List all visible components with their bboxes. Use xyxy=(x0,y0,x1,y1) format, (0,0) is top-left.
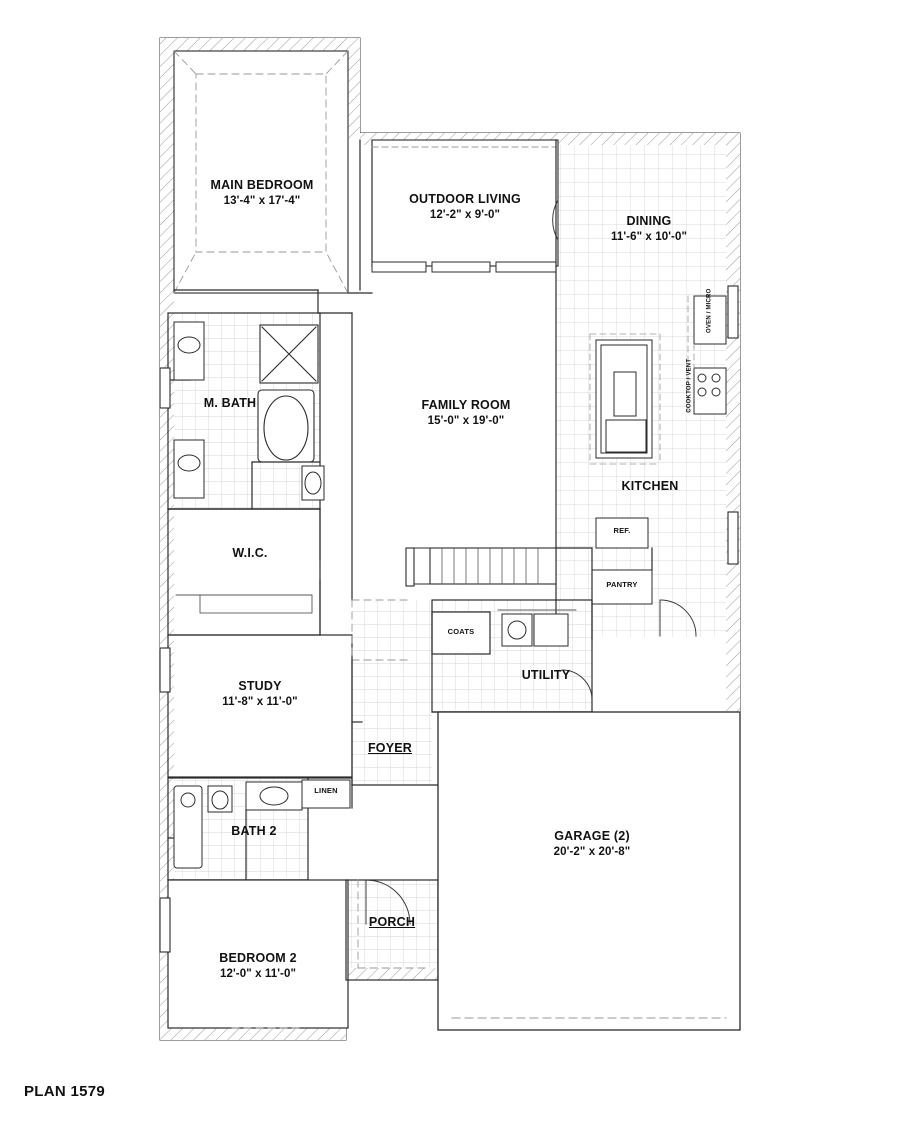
room-label-outdoor-living xyxy=(368,192,562,222)
fixture-name: OVEN / MICRO xyxy=(706,288,713,333)
room-name: OUTDOOR LIVING xyxy=(409,192,521,206)
fixture-name: PANTRY xyxy=(606,580,638,589)
fixture-name: COOKTOP / VENT xyxy=(686,358,693,413)
room-dims: 15'-0" x 19'-0" xyxy=(427,414,505,427)
room-name: M. BATH xyxy=(203,396,257,410)
room-dims: 12'-2" x 9'-0" xyxy=(429,208,501,221)
plan-title: PLAN 1579 xyxy=(24,1083,106,1100)
room-name: GARAGE (2) xyxy=(554,829,630,843)
fixture-name: COATS xyxy=(447,627,475,636)
room-name: PORCH xyxy=(368,915,416,929)
fixture-label-cooktop-vent xyxy=(686,344,694,428)
room-name: UTILITY xyxy=(521,668,571,682)
room-label-kitchen xyxy=(588,479,712,495)
room-label-porch xyxy=(344,915,440,931)
room-name: BEDROOM 2 xyxy=(219,951,297,965)
room-label-m-bath xyxy=(176,396,284,412)
room-dims: 13'-4" x 17'-4" xyxy=(223,194,301,207)
room-label-study xyxy=(168,679,352,709)
room-label-family-room xyxy=(378,398,554,428)
room-dims: 12'-0" x 11'-0" xyxy=(219,967,297,980)
room-name: KITCHEN xyxy=(621,479,679,493)
fixture-name: LINEN xyxy=(314,786,338,795)
room-name: MAIN BEDROOM xyxy=(210,178,314,192)
fixture-label-linen xyxy=(302,786,350,795)
room-label-main-bedroom xyxy=(162,178,362,208)
room-name: FOYER xyxy=(367,741,413,755)
room-name: STUDY xyxy=(238,679,282,693)
room-label-utility xyxy=(492,668,600,684)
room-dims: 11'-6" x 10'-0" xyxy=(610,230,688,243)
room-dims: 11'-8" x 11'-0" xyxy=(222,695,298,708)
room-label-dining xyxy=(564,214,734,244)
room-label-garage xyxy=(500,829,684,859)
fixture-label-refrigerator xyxy=(596,526,648,535)
room-name: FAMILY ROOM xyxy=(421,398,511,412)
room-label-bath-2 xyxy=(200,824,308,840)
fixture-label-coats xyxy=(432,627,490,636)
room-name: DINING xyxy=(626,214,672,228)
room-label-bedroom-2 xyxy=(166,951,350,981)
room-dims: 20'-2" x 20'-8" xyxy=(553,845,631,858)
fixture-label-oven-micro xyxy=(706,279,714,343)
room-label-foyer xyxy=(336,741,444,757)
room-name: W.I.C. xyxy=(232,546,268,560)
room-name: BATH 2 xyxy=(231,824,277,838)
fixture-label-pantry xyxy=(592,580,652,589)
room-label-wic xyxy=(198,546,302,562)
fixture-name: REF. xyxy=(613,526,631,535)
